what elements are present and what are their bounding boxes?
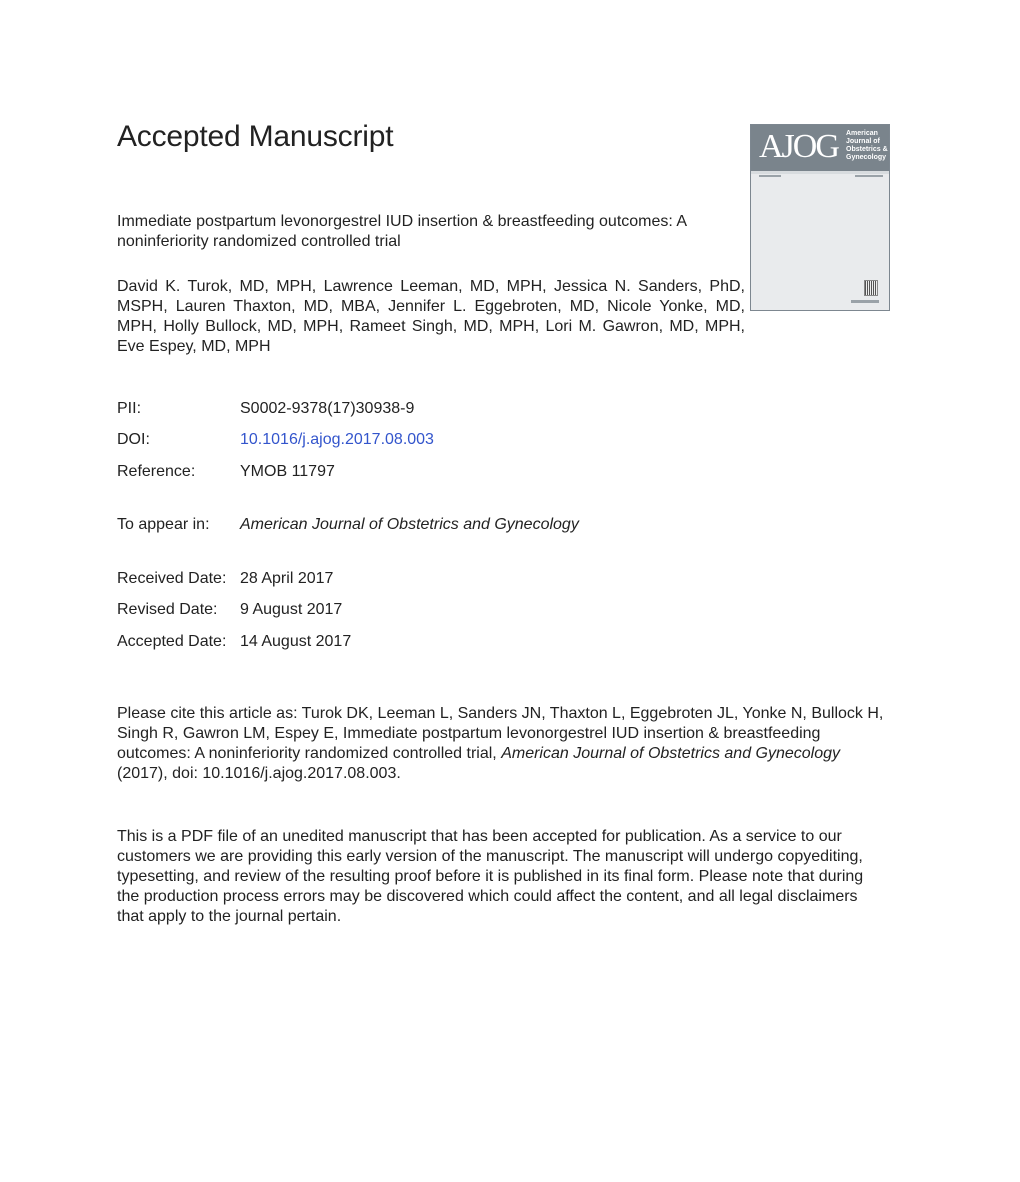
journal-name: American Journal of Obstetrics and Gynecology xyxy=(240,516,579,533)
cover-fineprint xyxy=(855,175,883,177)
pii-value: S0002-9378(17)30938-9 xyxy=(240,400,415,417)
cover-fineprint xyxy=(759,175,781,177)
accepted-value: 14 August 2017 xyxy=(240,633,352,650)
received-label: Received Date: xyxy=(117,570,227,587)
reference-label: Reference: xyxy=(117,463,196,480)
reference-value: YMOB 11797 xyxy=(240,463,335,480)
cover-divider xyxy=(751,171,889,174)
journal-logo-subtitle xyxy=(846,130,890,162)
received-value: 28 April 2017 xyxy=(240,570,334,587)
barcode-icon xyxy=(864,280,878,296)
logo-subtitle-line: Journal of xyxy=(846,138,880,145)
logo-subtitle-line: American xyxy=(846,130,878,137)
journal-logo: AJOG xyxy=(759,128,838,165)
citation-paragraph xyxy=(117,704,887,784)
revised-label: Revised Date: xyxy=(117,601,218,618)
disclaimer-paragraph: This is a PDF file of an unedited manuscript that has been accepted for publication. As a service to our customers we are providing this early version of the manuscript. The manuscript will undergo copyediting, typesetting, and review of the resulting proof before it is published in its final form. Please note that during the production process errors may be discovered which could affect the content, and all legal disclaimers that apply to the journal pertain. xyxy=(117,828,864,925)
citation-suffix: (2017), doi: 10.1016/j.ajog.2017.08.003. xyxy=(117,765,401,782)
revised-value: 9 August 2017 xyxy=(240,601,343,618)
cover-fineprint xyxy=(851,300,879,303)
doi-label: DOI: xyxy=(117,431,150,448)
doi-link[interactable]: 10.1016/j.ajog.2017.08.003 xyxy=(240,431,434,448)
pii-label: PII: xyxy=(117,400,142,417)
citation-journal: American Journal of Obstetrics and Gynecology xyxy=(501,745,841,762)
journal-cover-image xyxy=(750,124,890,311)
page-title: Accepted Manuscript xyxy=(117,120,394,153)
accepted-label: Accepted Date: xyxy=(117,633,227,650)
logo-subtitle-line: Obstetrics & xyxy=(846,146,888,153)
logo-subtitle-line: Gynecology xyxy=(846,154,887,161)
article-title: Immediate postpartum levonorgestrel IUD insertion & breastfeeding outcomes: A noninferiority randomized controlled trial xyxy=(117,213,687,250)
appear-label: To appear in: xyxy=(117,516,210,533)
citation-prefix: Please cite this article as: Turok DK, Leeman L, Sanders JN, Thaxton L, Eggebroten JL, Yonke N, Bullock H, Singh R, Gawron LM, Espey E, Immediate postpartum levonorgestrel IUD insertion & breastfeeding outcomes: A noninferiority randomized controlled trial, xyxy=(117,705,884,762)
author-list: David K. Turok, MD, MPH, Lawrence Leeman, MD, MPH, Jessica N. Sanders, PhD, MSPH, Lauren Thaxton, MD, MBA, Jennifer L. Eggebroten, MD, Nicole Yonke, MD, MPH, Holly Bullock, MD, MPH, Rameet Singh, MD, MPH, Lori M. Gawron, MD, MPH, Eve Espey, MD, MPH xyxy=(117,278,745,355)
